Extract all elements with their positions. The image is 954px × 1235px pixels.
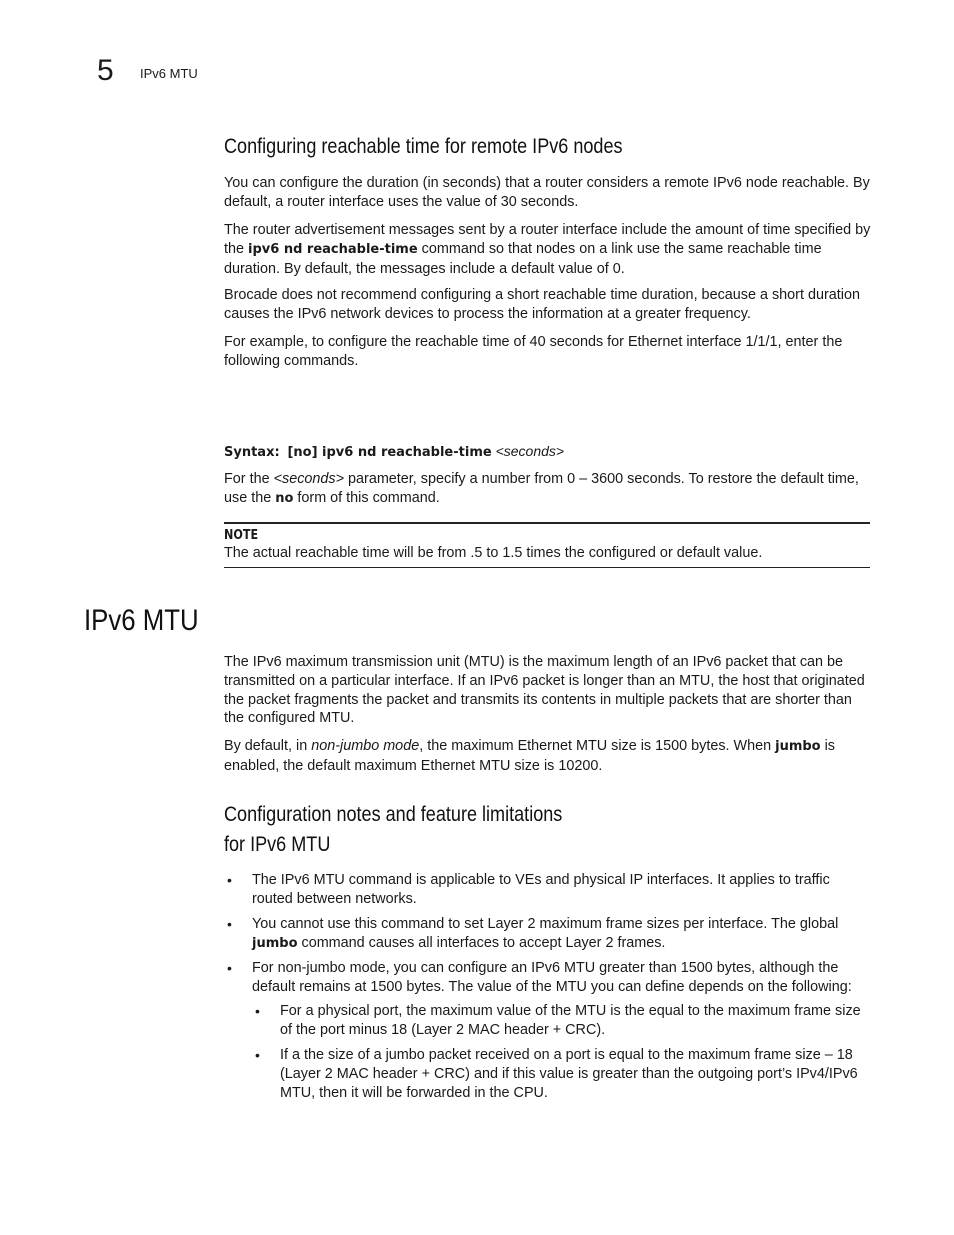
text-run: parameter, specify a number from 0 – 3600 seconds. To restore the default time, use the	[224, 471, 859, 506]
paragraph-recommendation: Brocade does not recommend configuring a short reachable time duration, because a short duration causes the IPv6 network devices to process the information at a greater frequency.	[224, 287, 860, 322]
text-run: command so that nodes on a link use the same reachable time duration. By default, the messages include a default value of 0.	[224, 240, 822, 277]
parameter-seconds: <seconds>	[273, 471, 345, 487]
command-jumbo: jumbo	[252, 935, 298, 951]
text-run: The router advertisement messages sent by a router interface include the amount of time specified by the	[224, 222, 871, 257]
text-run: is enabled, the default maximum Ethernet MTU size is 10200.	[224, 738, 836, 774]
section-heading-reachable-time: Configuring reachable time for remote IPv6 nodes	[224, 135, 623, 158]
sub-bullet-item-2: If a the size of a jumbo packet received on a port is equal to the maximum frame size – 18 (Layer 2 MAC header + CRC) and if this value is greater than the outgoing port’s IPv4/IPv6 MTU, then it will be forwarded in the CPU.	[280, 1047, 858, 1101]
note-box	[224, 522, 870, 568]
sub-bullet-icon: •	[255, 1003, 260, 1019]
text-run: , the maximum Ethernet MTU size is 1500 bytes. When	[419, 738, 776, 754]
command-jumbo: jumbo	[775, 739, 821, 754]
paragraph-mtu-default	[224, 737, 874, 776]
text-run: For the	[224, 471, 274, 487]
text-run: By default, in	[224, 738, 312, 754]
text-run: You cannot use this command to set Layer 2 maximum frame sizes per interface. The global	[252, 916, 839, 932]
sub-bullet-icon: •	[255, 1047, 260, 1063]
text-run: command causes all interfaces to accept Layer 2 frames.	[297, 934, 666, 951]
bullet-icon: •	[227, 960, 232, 976]
running-header: IPv6 MTU	[140, 66, 198, 81]
command-no: no	[275, 490, 294, 506]
bullet-icon: •	[227, 872, 232, 888]
sub-bullet-item-1: For a physical port, the maximum value of the MTU is the equal to the maximum frame size of the port minus 18 (Layer 2 MAC header + CRC).	[280, 1003, 861, 1038]
syntax-label: Syntax:	[224, 445, 280, 460]
section-heading-config-notes	[224, 800, 562, 860]
heading-line: Configuration notes and feature limitations	[224, 803, 563, 826]
command-ipv6-nd-reachable-time: ipv6 nd reachable-time	[248, 241, 418, 257]
heading-line: for IPv6 MTU	[224, 833, 331, 856]
bullet-icon: •	[227, 916, 232, 932]
syntax-parameter: <seconds>	[495, 443, 565, 459]
bullet-item-2	[252, 915, 874, 954]
emphasis-non-jumbo-mode: non-jumbo mode	[311, 738, 420, 754]
paragraph-example: For example, to configure the reachable time of 40 seconds for Ethernet interface 1/1/1, enter the following commands.	[224, 334, 843, 369]
paragraph-mtu-definition: The IPv6 maximum transmission unit (MTU) is the maximum length of an IPv6 packet that can be transmitted on a particular interface. If an IPv6 packet is longer than an MTU, the host that originated the packet fragments the packet and transmits its contents in multiple packets that are shorter than the configured MTU.	[224, 654, 865, 727]
paragraph-router-advertisement	[224, 221, 874, 278]
note-title: NOTE	[224, 528, 259, 543]
bullet-item-3: For non-jumbo mode, you can configure an IPv6 MTU greater than 1500 bytes, although the default remains at 1500 bytes. The value of the MTU you can define depends on the following:	[252, 960, 852, 995]
paragraph-reachable-intro: You can configure the duration (in seconds) that a router considers a remote IPv6 node reachable. By default, a router interface uses the value of 30 seconds.	[224, 175, 870, 210]
text-run: form of this command.	[293, 489, 440, 506]
syntax-line	[224, 442, 564, 462]
section-heading-ipv6-mtu: IPv6 MTU	[84, 604, 199, 637]
paragraph-seconds-parameter	[224, 470, 874, 509]
chapter-number: 5	[97, 54, 114, 87]
syntax-command: [no] ipv6 nd reachable-time	[287, 445, 492, 460]
bullet-item-1: The IPv6 MTU command is applicable to VEs and physical IP interfaces. It applies to traffic routed between networks.	[252, 872, 830, 907]
note-text: The actual reachable time will be from .5 to 1.5 times the configured or default value.	[224, 545, 763, 561]
